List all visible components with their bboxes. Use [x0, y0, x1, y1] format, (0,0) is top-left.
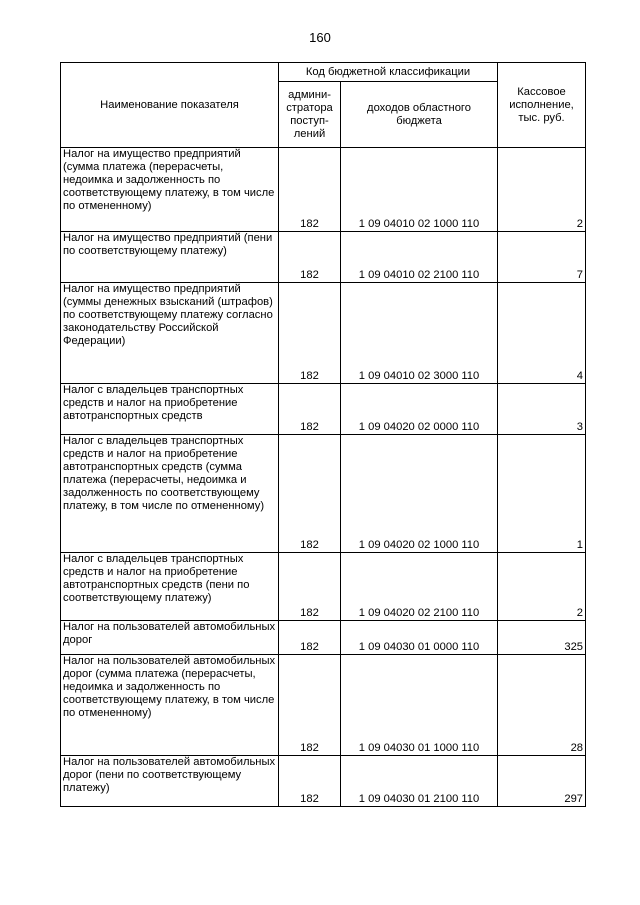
row-code: 1 09 04030 01 1000 110: [341, 655, 498, 756]
row-value: 7: [498, 232, 586, 283]
row-name: Налог на пользователей автомобильных дорог: [61, 621, 279, 655]
page-number: 160: [309, 30, 331, 45]
row-value: 28: [498, 655, 586, 756]
row-value: 2: [498, 148, 586, 232]
row-value: 297: [498, 756, 586, 807]
row-name: Налог на имущество предприятий (пени по соответствующему платежу): [61, 232, 279, 283]
row-admin: 182: [279, 148, 341, 232]
header-budget-code: Код бюджетной классификации: [279, 63, 498, 82]
row-admin: 182: [279, 232, 341, 283]
row-code: 1 09 04020 02 2100 110: [341, 553, 498, 621]
table-row: [61, 384, 586, 435]
table-row: [61, 148, 586, 232]
header-name: Наименование показателя: [61, 63, 279, 148]
row-code: 1 09 04020 02 0000 110: [341, 384, 498, 435]
row-name: Налог на пользователей автомобильных дорог (пени по соответствующему платежу): [61, 756, 279, 807]
row-value: 325: [498, 621, 586, 655]
table-row: [61, 435, 586, 553]
table-row: [61, 232, 586, 283]
row-admin: 182: [279, 435, 341, 553]
row-value: 3: [498, 384, 586, 435]
header-execution: Кассовое исполнение, тыс. руб.: [498, 63, 586, 148]
row-admin: 182: [279, 384, 341, 435]
row-code: 1 09 04010 02 2100 110: [341, 232, 498, 283]
row-name: Налог на пользователей автомобильных дорог (сумма платежа (перерасчеты, недоимка и задолженность по соответствующему платежу, в том числе по отмененному): [61, 655, 279, 756]
row-admin: 182: [279, 655, 341, 756]
row-name: Налог с владельцев транспортных средств и налог на приобретение автотранспортных средств (сумма платежа (перерасчеты, недоимка и задолженность по соответствующему платежу, в том числе по отмененному): [61, 435, 279, 553]
row-name: Налог на имущество предприятий (суммы денежных взысканий (штрафов) по соответствующему платежу согласно законодательству Российской Федерации): [61, 283, 279, 384]
row-admin: 182: [279, 283, 341, 384]
header-income: доходов областного бюджета: [341, 82, 498, 148]
budget-table: [60, 62, 586, 807]
row-value: 1: [498, 435, 586, 553]
row-value: 2: [498, 553, 586, 621]
table-row: [61, 621, 586, 655]
row-name: Налог на имущество предприятий (сумма платежа (перерасчеты, недоимка и задолженность по соответствующему платежу, в том числе по отмененному): [61, 148, 279, 232]
row-name: Налог с владельцев транспортных средств и налог на приобретение автотранспортных средств (пени по соответствующему платежу): [61, 553, 279, 621]
row-code: 1 09 04010 02 1000 110: [341, 148, 498, 232]
row-name: Налог с владельцев транспортных средств и налог на приобретение автотранспортных средств: [61, 384, 279, 435]
row-code: 1 09 04030 01 0000 110: [341, 621, 498, 655]
row-admin: 182: [279, 553, 341, 621]
table-row: [61, 655, 586, 756]
table-row: [61, 756, 586, 807]
header-admin: админи-стратора поступ-лений: [279, 82, 341, 148]
row-code: 1 09 04030 01 2100 110: [341, 756, 498, 807]
row-admin: 182: [279, 756, 341, 807]
row-code: 1 09 04010 02 3000 110: [341, 283, 498, 384]
row-value: 4: [498, 283, 586, 384]
row-admin: 182: [279, 621, 341, 655]
table-row: [61, 553, 586, 621]
table-row: [61, 283, 586, 384]
row-code: 1 09 04020 02 1000 110: [341, 435, 498, 553]
